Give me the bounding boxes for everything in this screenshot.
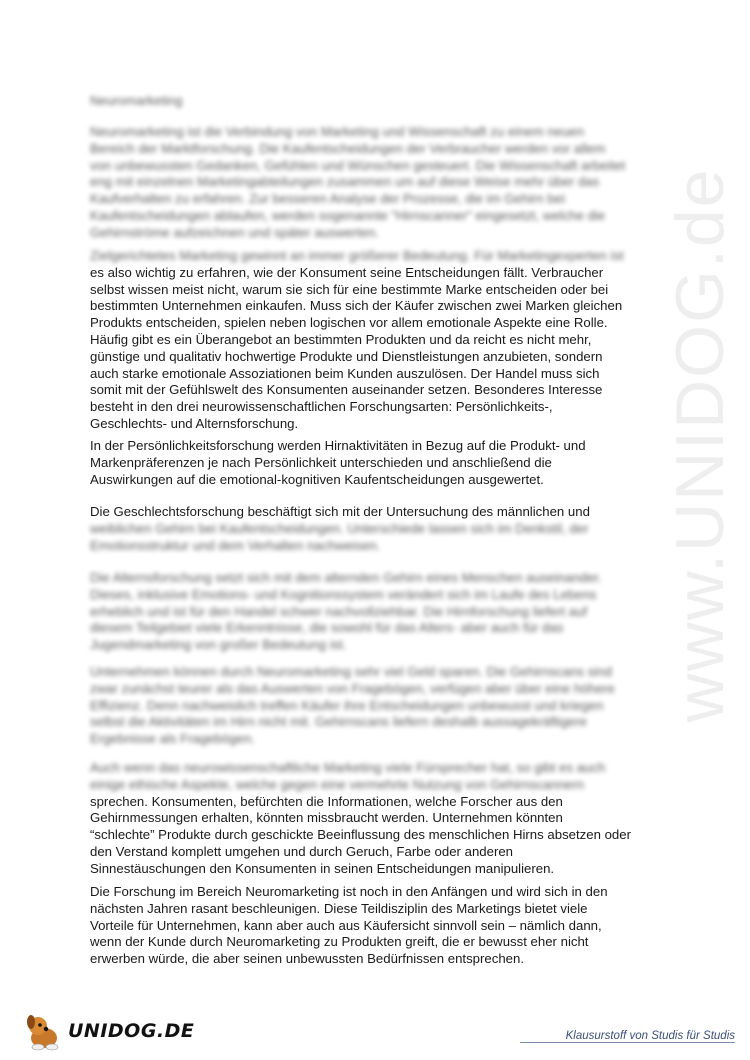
paragraph-8	[90, 884, 660, 968]
text-line: Unternehmen können durch Neuromarketing sehr viel Geld sparen. Die Gehirnscans sind	[90, 664, 612, 679]
text-line: diesem Teilgebiet viele Erkenntnisse, die sowohl für das Alters- aber auch für das	[90, 620, 564, 636]
text-line: Kaufverhalten zu erfahren. Zur besseren Analyse der Prozesse, die im Gehirn bei	[90, 191, 566, 207]
text-line: günstige und qualitativ hochwertige Produkte und Dienstleistungen anzubieten, sondern	[90, 348, 603, 364]
text-line: Auch wenn das neurowissenschaftliche Marketing viele Fürsprecher hat, so gibt es auch	[90, 760, 606, 775]
text-line: Geschlechts- und Alternsforschung.	[90, 415, 299, 431]
text-line: Gehirnströme aufzeichnen und später auswerten.	[90, 224, 379, 240]
text-line: von unbewussten Gedanken, Gefühlen und Wünschen gesteuert. Die Wissenschaft arbeitet	[90, 157, 626, 173]
text-line: einige ethische Aspekte, welche gegen eine vermehrte Nutzung von Gehirnscannern	[90, 776, 585, 792]
text-line: Effizienz. Denn nachweislich treffen Käufer ihre Entscheidungen unbewusst und kriegen	[90, 697, 604, 713]
text-line: sprechen. Konsumenten, befürchten die Informationen, welche Forscher aus den	[90, 793, 563, 809]
text-line: Die Alternsforschung setzt sich mit dem alternden Gehirn eines Menschen auseinander.	[90, 570, 602, 585]
paragraph-3	[90, 438, 660, 488]
text-line: Markenpräferenzen je nach Persönlichkeit unterschieden und anschließend die	[90, 454, 552, 470]
text-line: Zielgerichtetes Marketing gewinnt an immer größerer Bedeutung. Für Marketingexperten ist	[90, 248, 624, 263]
text-line: Die Forschung im Bereich Neuromarketing ist noch in den Anfängen und wird sich in den	[90, 884, 608, 899]
text-line: besteht in den drei neurowissenschaftlichen Forschungsarten: Persönlichkeits-,	[90, 399, 553, 415]
text-line: selbst die Aktivitäten im Hirn nicht mit. Gehirnscans liefern deshalb aussagekräftigere	[90, 714, 587, 730]
text-line: In der Persönlichkeitsforschung werden Hirnaktivitäten in Bezug auf die Produkt- und	[90, 438, 586, 453]
text-line: eng mit einzelnen Marketingabteilungen zusammen um auf diese Weise mehr über das	[90, 174, 600, 190]
paragraph-5	[90, 570, 660, 654]
text-line: nächsten Jahren rasant beschleunigen. Diese Teildisziplin des Marketings bietet viele	[90, 900, 588, 916]
text-line: Kaufentscheidungen ablaufen, werden sogenannte "Hirnscanner" eingesetzt, welche die	[90, 207, 606, 223]
text-line: zwar zunächst teurer als das Auswerten von Fragebögen, verfügen aber über eine höhere	[90, 680, 615, 696]
text-line: Produkts entscheiden, spielen neben logischen vor allem emotionale Aspekte eine Rolle.	[90, 315, 608, 331]
text-line: weiblichen Gehirn bei Kaufentscheidungen. Unterschiede lassen sich im Denkstil, der	[90, 520, 589, 536]
text-line: Sinnestäuschungen den Konsumenten in seinen Entscheidungen manipulieren.	[90, 860, 555, 876]
footer-tagline: Klausurstoff von Studis für Studis	[565, 1030, 735, 1042]
text-line: erheblich und ist für den Handel schwer nachvollziehbar. Die Hirnforschung liefert auf	[90, 603, 587, 619]
document-title: Neuromarketing	[90, 93, 183, 108]
text-line: wenn der Kunde durch Neuromarketing zu Produkten greift, die er bewusst eher nicht	[90, 934, 589, 950]
text-line: Neuromarketing ist die Verbindung von Marketing und Wissenschaft zu einem neuen	[90, 124, 585, 139]
watermark: www.UNIDOG.de	[662, 167, 738, 723]
dog-mascot-icon	[20, 1012, 66, 1052]
text-line: Auswirkungen auf die emotional-kognitiven Kaufentscheidungen ausgewertet.	[90, 471, 544, 487]
footer-divider	[520, 1042, 735, 1043]
text-line: Bereich der Marktforschung. Die Kaufentscheidungen der Verbraucher werden vor allem	[90, 140, 606, 156]
text-line: Häufig gibt es ein Überangebot an bestimmten Produkten und da reicht es nicht mehr,	[90, 331, 592, 347]
text-line: erwerben würde, die aber seinen unbewussten Bedürfnissen entsprechen.	[90, 951, 524, 967]
text-line: Emotionsstruktur und dem Verhalten nachweisen.	[90, 537, 381, 553]
text-line: Gehirnmessungen erhalten, könnten missbraucht werden. Unternehmen könnten	[90, 810, 563, 826]
text-line: Ergebnisse als Fragebögen.	[90, 731, 255, 747]
text-line: “schlechte” Produkte durch geschickte Beeinflussung des menschlichen Hirns absetzen oder	[90, 827, 631, 843]
logo-text: UNIDOG.DE	[68, 1020, 195, 1042]
text-line: es also wichtig zu erfahren, wie der Konsument seine Entscheidungen fällt. Verbraucher	[90, 264, 604, 280]
text-line: Die Geschlechtsforschung beschäftigt sich mit der Untersuchung des männlichen und	[90, 504, 590, 519]
paragraph-7	[90, 760, 660, 878]
paragraph-6	[90, 664, 660, 748]
paragraph-1	[90, 124, 660, 242]
text-line: den Verstand komplett umgehen und durch Geruch, Farbe oder anderen	[90, 843, 514, 859]
paragraph-2	[90, 248, 660, 433]
text-line: selbst wissen meist nicht, warum sie sich für eine bestimmte Marke entscheiden oder bei	[90, 281, 609, 297]
text-line: somit mit der Gefühlswelt des Konsumenten auseinander setzen. Besonderes Interesse	[90, 382, 603, 398]
text-line: Vorteile für Unternehmen, kann aber auch aus Käufersicht sinnvoll sein – nämlich dann,	[90, 917, 602, 933]
text-line: Dieses, inklusive Emotions- und Kognitionssystem verändert sich im Laufe des Lebens	[90, 586, 597, 602]
paragraph-4	[90, 504, 660, 554]
text-line: bestimmten Unternehmen einkaufen. Muss sich der Käufer zwischen zwei Marken gleichen	[90, 298, 623, 314]
text-line: auch starke emotionale Assoziationen beim Kunden auszulösen. Der Handel muss sich	[90, 365, 600, 381]
text-line: Jugendmarketing von großer Bedeutung ist.	[90, 637, 347, 653]
unidog-logo[interactable]	[20, 1012, 195, 1052]
